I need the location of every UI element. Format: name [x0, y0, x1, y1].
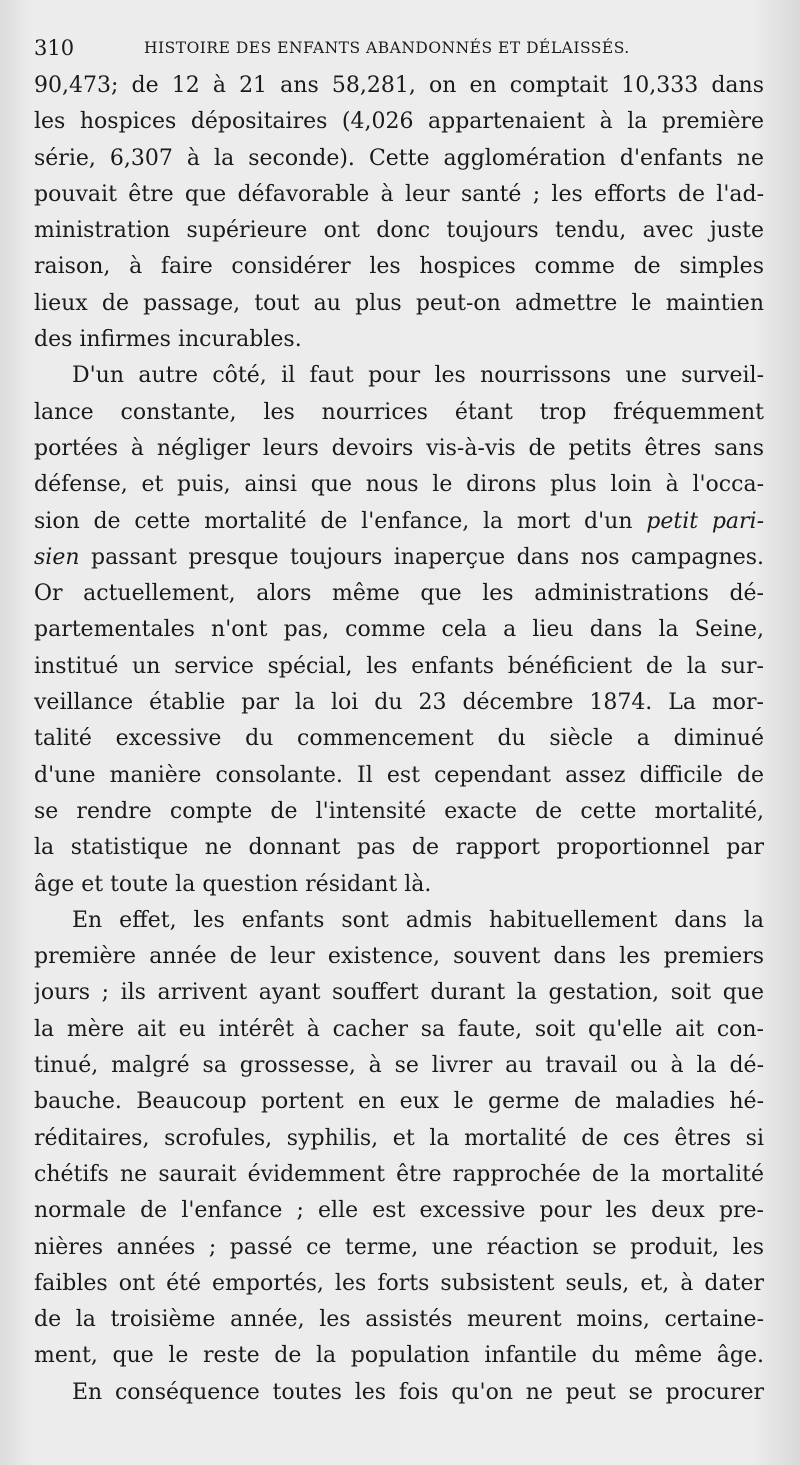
line-text: veillance établie par la loi du 23 décembre 1874. La mor- — [34, 690, 764, 716]
text-line — [34, 903, 764, 939]
line-text: ministration supérieure ont donc toujours tendu, avec juste — [34, 218, 764, 244]
line-text: normale de l'enfance ; elle est excessive pour les deux pre- — [34, 1198, 764, 1224]
italic-text: petit pari- — [646, 508, 764, 534]
line-text: pouvait être que défavorable à leur santé ; les efforts de l'ad- — [34, 181, 764, 207]
line-text: institué un service spécial, les enfants bénéficient de la sur- — [34, 653, 764, 679]
text-line — [34, 867, 764, 903]
line-text: lance constante, les nourrices étant trop fréquemment — [34, 399, 764, 425]
text-line — [34, 68, 764, 104]
line-text: faibles ont été emportés, les forts subsistent seuls, et, à dater — [34, 1270, 764, 1296]
line-text: raison, à faire considérer les hospices comme de simples — [34, 254, 764, 280]
text-line — [34, 1012, 764, 1048]
text-line — [34, 975, 764, 1011]
running-head — [34, 36, 774, 66]
text-line — [34, 1230, 764, 1266]
line-text: chétifs ne saurait évidemment être rapprochée de la mortalité — [34, 1161, 764, 1187]
text-line — [34, 1121, 764, 1157]
line-text: lieux de passage, tout au plus peut-on admettre le maintien — [34, 290, 764, 316]
text-line — [34, 249, 764, 285]
line-text: première année de leur existence, souvent dans les premiers — [34, 944, 764, 970]
line-text: âge et toute la question résidant là. — [34, 871, 432, 897]
text-line — [34, 358, 764, 394]
text-line — [34, 322, 764, 358]
page-body-text — [34, 68, 764, 1411]
line-text: portées à négliger leurs devoirs vis-à-vis de petits êtres sans — [34, 435, 764, 461]
line-text: des infirmes incurables. — [34, 327, 302, 353]
text-line — [34, 504, 764, 540]
line-text: défense, et puis, ainsi que nous le dirons plus loin à l'occa- — [34, 472, 764, 498]
page-number: 310 — [34, 36, 75, 60]
line-text: talité excessive du commencement du siècle a diminué — [34, 726, 764, 752]
text-line — [34, 1266, 764, 1302]
text-line — [34, 431, 764, 467]
line-text: En conséquence toutes les fois qu'on ne peut se procurer — [72, 1379, 764, 1405]
line-text: sion de cette mortalité de l'enfance, la mort d'un — [34, 508, 647, 534]
text-line — [34, 612, 764, 648]
text-line — [34, 1084, 764, 1120]
text-line — [34, 1048, 764, 1084]
line-text: la statistique ne donnant pas de rapport proportionnel par — [34, 835, 764, 861]
text-line — [34, 395, 764, 431]
running-title: HISTOIRE DES ENFANTS ABANDONNÉS ET DÉLAISSÉS. — [144, 39, 630, 57]
text-line — [34, 177, 764, 213]
line-text: réditaires, scrofules, syphilis, et la mortalité de ces êtres si — [34, 1125, 764, 1151]
text-line — [34, 141, 764, 177]
line-text: partementales n'ont pas, comme cela a lieu dans la Seine, — [34, 617, 764, 643]
text-line — [34, 1375, 764, 1411]
text-line — [34, 794, 764, 830]
text-line — [34, 104, 764, 140]
line-text: jours ; ils arrivent ayant souffert durant la gestation, soit que — [34, 980, 764, 1006]
line-text: de la troisième année, les assistés meurent moins, certaine- — [34, 1307, 764, 1333]
italic-text: sien — [34, 544, 91, 570]
line-text: Or actuellement, alors même que les administrations dé- — [34, 581, 764, 607]
line-text: série, 6,307 à la seconde). Cette agglomération d'enfants ne — [34, 145, 764, 171]
text-line — [34, 286, 764, 322]
text-line — [34, 540, 764, 576]
line-text: se rendre compte de l'intensité exacte de cette mortalité, — [34, 798, 764, 824]
text-line — [34, 685, 764, 721]
text-line — [34, 1193, 764, 1229]
line-text: 90,473; de 12 à 21 ans 58,281, on en comptait 10,333 dans — [34, 73, 764, 98]
line-text: passant presque toujours inaperçue dans nos campagnes. — [90, 544, 764, 570]
line-text: la mère ait eu intérêt à cacher sa faute, soit qu'elle ait con- — [34, 1016, 764, 1042]
line-text: D'un autre côté, il faut pour les nourrissons une surveil- — [72, 363, 764, 389]
line-text: ment, que le reste de la population infantile du même âge. — [34, 1343, 764, 1369]
text-line — [34, 576, 764, 612]
line-text: d'une manière consolante. Il est cependant assez difficile de — [34, 762, 764, 788]
text-line — [34, 1157, 764, 1193]
text-line — [34, 649, 764, 685]
text-line — [34, 1302, 764, 1338]
text-line — [34, 758, 764, 794]
text-line — [34, 830, 764, 866]
text-line — [34, 1338, 764, 1374]
text-line — [34, 467, 764, 503]
line-text: bauche. Beaucoup portent en eux le germe de maladies hé- — [34, 1089, 764, 1115]
text-line — [34, 939, 764, 975]
line-text: En effet, les enfants sont admis habituellement dans la — [72, 907, 764, 933]
line-text: nières années ; passé ce terme, une réaction se produit, les — [34, 1234, 764, 1260]
text-line — [34, 721, 764, 757]
line-text: les hospices dépositaires (4,026 appartenaient à la première — [34, 109, 764, 135]
line-text: tinué, malgré sa grossesse, à se livrer au travail ou à la dé- — [34, 1053, 764, 1079]
text-line — [34, 213, 764, 249]
